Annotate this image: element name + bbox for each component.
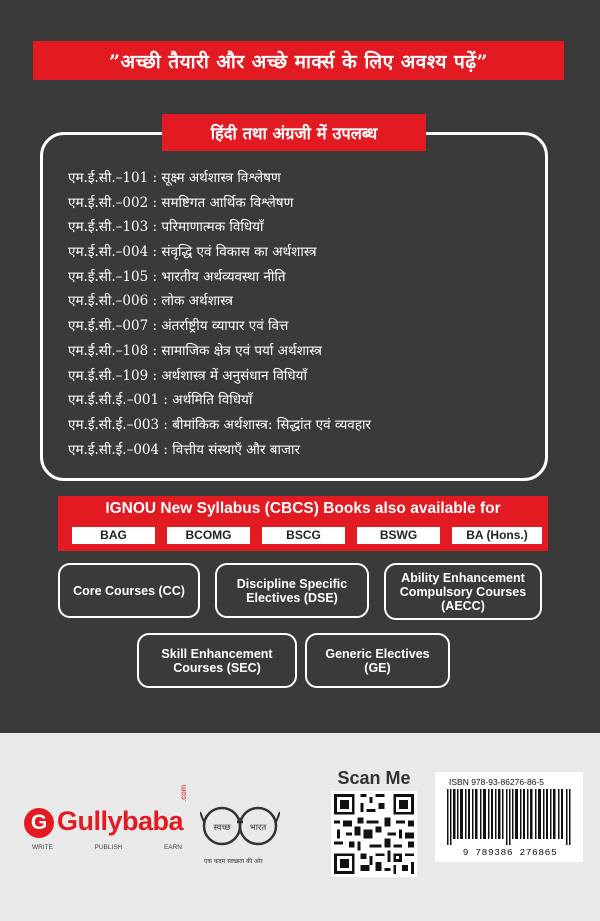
category-box-aecc (384, 563, 542, 620)
course-item: एम.ई.सी.–007 : अंतर्राष्ट्रीय व्यापार एवं वित्त (68, 318, 289, 335)
qr-code (331, 791, 417, 877)
course-item: एम.ई.सी.–002 : समष्टिगत आर्थिक विश्लेषण (68, 194, 294, 211)
category-box-dse (215, 563, 369, 618)
category-box-core-courses (58, 563, 200, 618)
swachh-caption: एक कदम स्वच्छता की ओर (204, 858, 263, 865)
scan-me-label: Scan Me (337, 768, 411, 788)
course-title: सामाजिक क्षेत्र एवं पर्या अर्थशास्त्र (161, 342, 322, 359)
language-availability-tag (162, 114, 426, 151)
tagline-word: PUBLISH (94, 844, 123, 851)
swachh-left-text: स्वच्छ (213, 823, 231, 833)
category-label: Ability Enhancement Compulsory Courses (AECC) (399, 570, 527, 613)
course-title: सूक्ष्म अर्थशास्त्र विश्लेषण (161, 170, 281, 186)
program-badge-bscg: BSCG (262, 527, 345, 544)
course-code: एम.ई.सी.–006 (68, 293, 149, 310)
program-badge-bswg: BSWG (357, 527, 440, 544)
isbn-number: ISBN 978-93-86276-86-5 (449, 777, 544, 787)
course-title: बीमांकिक अर्थशास्त्र: सिद्धांत एवं व्यवहार (172, 416, 372, 433)
course-title: परिमाणात्मक विधियाँ (161, 219, 264, 236)
category-label: Discipline Specific Electives (DSE) (236, 576, 348, 605)
tagline-word: WRITE (32, 844, 53, 851)
course-code: एम.ई.सी.ई.–004 (68, 441, 160, 458)
course-item: एम.ई.सी.–108 : सामाजिक क्षेत्र एवं पर्या अर्थशास्त्र (68, 342, 322, 359)
publisher-domain-suffix: .com (179, 784, 188, 802)
course-title: अर्थशास्त्र में अनुसंधान विधियाँ (161, 367, 307, 384)
course-title: अर्थमिति विधियाँ (172, 392, 253, 409)
ignou-availability-bar (58, 496, 548, 551)
course-item: एम.ई.सी.–006 : लोक अर्थशास्त्र (68, 293, 233, 310)
program-badge-bcomg: BCOMG (167, 527, 250, 544)
category-box-ge (305, 633, 450, 688)
course-list (68, 166, 538, 462)
course-code: एम.ई.सी.–007 (68, 318, 149, 335)
publisher-logo-mark: G (24, 808, 54, 838)
course-code: एम.ई.सी.–103 (68, 219, 149, 236)
course-code: एम.ई.सी.–105 (68, 268, 149, 285)
course-code: एम.ई.सी.–108 (68, 342, 149, 359)
swachh-right-text: भारत (249, 823, 267, 833)
course-item: एम.ई.सी.–103 : परिमाणात्मक विधियाँ (68, 219, 264, 236)
category-label: Skill Enhancement Courses (SEC) (161, 646, 273, 675)
course-title: लोक अर्थशास्त्र (161, 293, 233, 310)
tagline-word: EARN (163, 844, 182, 851)
course-item: एम.ई.सी.–109 : अर्थशास्त्र में अनुसंधान विधियाँ (68, 367, 307, 384)
course-title: अंतर्राष्ट्रीय व्यापार एवं वित्त (161, 318, 289, 335)
course-item: एम.ई.सी.ई.–003 : बीमांकिक अर्थशास्त्र: सिद्धांत एवं व्यवहार (68, 416, 372, 433)
course-code: एम.ई.सी.–002 (68, 194, 149, 211)
publisher-tagline (32, 844, 182, 851)
course-code: एम.ई.सी.–101 (68, 170, 149, 186)
promo-banner-text: ”अच्छी तैयारी और अच्छे मार्क्स के लिए अवश्य पढ़ें” (109, 50, 488, 73)
course-title: भारतीय अर्थव्यवस्था नीति (161, 268, 286, 285)
course-item: एम.ई.सी.ई.–004 : वित्तीय संस्थाएँ और बाजार (68, 441, 301, 458)
program-badge-ba-hons: BA (Hons.) (452, 527, 542, 544)
isbn-barcode (445, 789, 573, 845)
promo-banner (33, 41, 564, 80)
category-label: Core Courses (CC) (73, 583, 185, 598)
category-label: Generic Electives (GE) (325, 646, 430, 675)
course-item: एम.ई.सी.–004 : संवृद्धि एवं विकास का अर्थशास्त्र (68, 244, 317, 261)
course-code: एम.ई.सी.–004 (68, 244, 149, 261)
course-item: एम.ई.सी.–105 : भारतीय अर्थव्यवस्था नीति (68, 268, 286, 285)
course-item: एम.ई.सी.–101 : सूक्ष्म अर्थशास्त्र विश्लेषण (68, 170, 281, 186)
course-title: वित्तीय संस्थाएँ और बाजार (172, 441, 301, 458)
course-item: एम.ई.सी.ई.–001 : अर्थमिति विधियाँ (68, 392, 253, 409)
program-badge-bag: BAG (72, 527, 155, 544)
course-code: एम.ई.सी.–109 (68, 367, 149, 384)
language-availability-text: हिंदी तथा अंग्रजी में उपलब्ध (210, 124, 378, 143)
course-code: एम.ई.सी.ई.–003 (68, 416, 160, 433)
category-box-sec (137, 633, 297, 688)
course-title: समष्टिगत आर्थिक विश्लेषण (161, 194, 294, 211)
isbn-barcode-box (435, 772, 583, 862)
course-title: संवृद्धि एवं विकास का अर्थशास्त्र (161, 244, 317, 261)
swachh-bharat-logo (200, 792, 280, 862)
course-code: एम.ई.सी.ई.–001 (68, 392, 160, 409)
isbn-barcode-digits: 9 789386 276865 (462, 847, 558, 858)
program-list (72, 527, 542, 544)
ignou-availability-title: IGNOU New Syllabus (CBCS) Books also available for (105, 500, 501, 517)
publisher-name: Gullybaba (57, 806, 184, 836)
